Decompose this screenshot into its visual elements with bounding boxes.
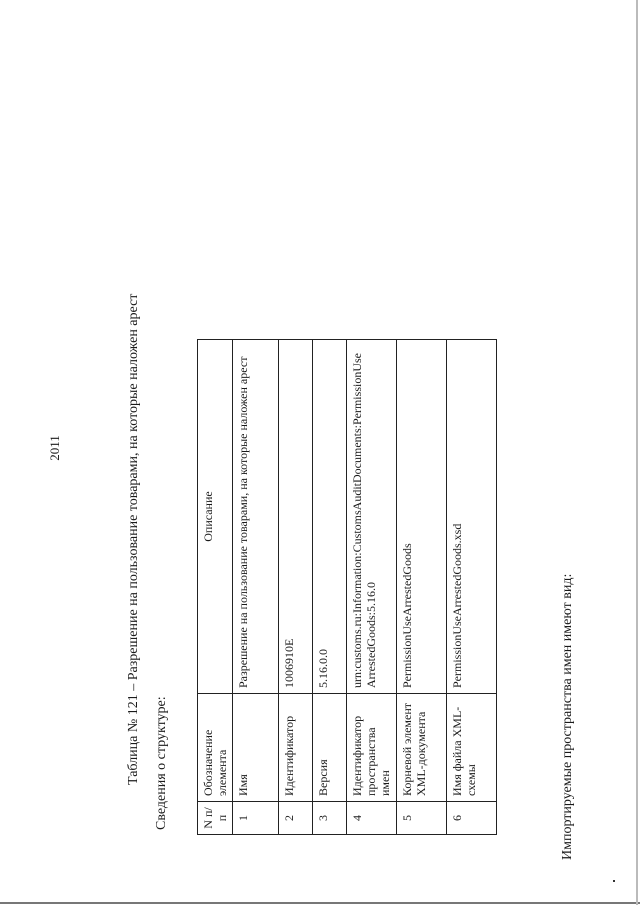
structure-table	[197, 339, 497, 835]
page-number: 2011	[47, 435, 62, 461]
scan-edge-bottom	[0, 902, 640, 904]
header-num: N п/п	[198, 802, 233, 835]
row-num: 3	[313, 802, 347, 835]
table-row	[347, 340, 397, 835]
row-desc: urn:customs.ru:Information:CustomsAuditDocuments:PermissionUseArrestedGoods:5.16.0	[347, 340, 397, 694]
row-num: 5	[397, 802, 447, 835]
row-name: Идентификатор пространства имен	[347, 694, 397, 802]
row-name: Корневой элемент XML-документа	[397, 694, 447, 802]
row-name: Идентификатор	[279, 694, 313, 802]
row-num: 4	[347, 802, 397, 835]
row-name: Версия	[313, 694, 347, 802]
scan-speck	[613, 880, 615, 882]
table-header-row	[198, 340, 233, 835]
row-desc: PermissionUseArrestedGoods	[397, 340, 447, 694]
row-num: 1	[233, 802, 279, 835]
footer-text: Импортируемые пространства имен имеют вид:	[560, 573, 575, 860]
row-desc: 1006910E	[279, 340, 313, 694]
table-row	[447, 340, 497, 835]
row-desc: 5.16.0.0	[313, 340, 347, 694]
row-name: Имя	[233, 694, 279, 802]
row-desc: Разрешение на пользование товарами, на которые наложен арест	[233, 340, 279, 694]
table-row	[233, 340, 279, 835]
table-row	[279, 340, 313, 835]
header-desc: Описание	[198, 340, 233, 694]
table-row	[397, 340, 447, 835]
structure-subtitle: Сведения о структуре:	[154, 696, 169, 830]
table-title: Таблица № 121 – Разрешение на пользование товарами, на которые наложен арест	[126, 293, 141, 785]
row-name: Имя файла XML-схемы	[447, 694, 497, 802]
scan-edge-right	[636, 0, 638, 905]
table-row	[313, 340, 347, 835]
row-desc: PermissionUseArrestedGoods.xsd	[447, 340, 497, 694]
header-name: Обозначение элемента	[198, 694, 233, 802]
row-num: 6	[447, 802, 497, 835]
row-num: 2	[279, 802, 313, 835]
